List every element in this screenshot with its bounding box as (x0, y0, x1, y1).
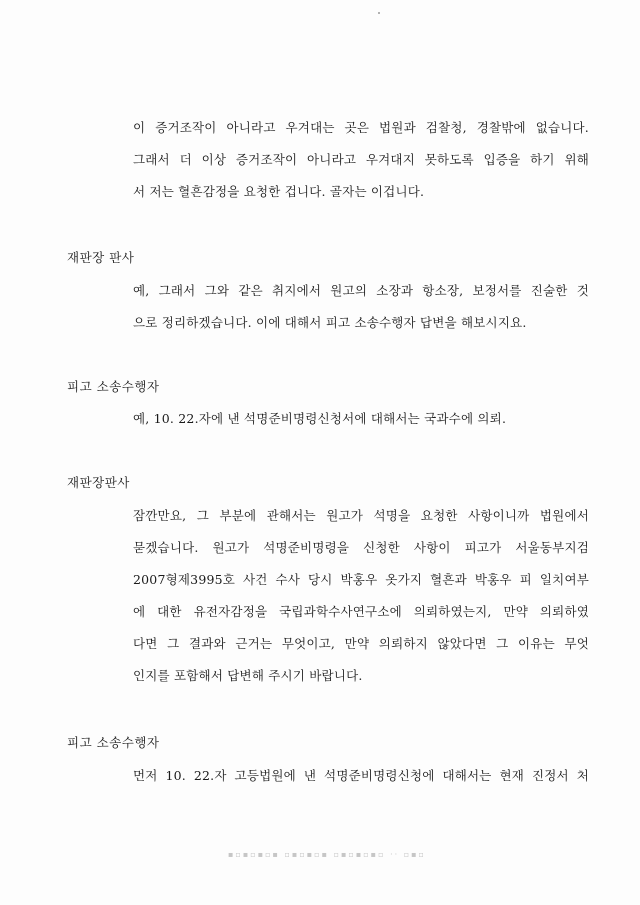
text-line: 예, 그래서 그와 같은 취지에서 원고의 소장과 항소장, 보정서를 진술한 것 (133, 283, 589, 298)
text-line: 서 저는 혈흔감정을 요청한 겁니다. 골자는 이겁니다. (133, 184, 425, 199)
speaker-label: 재판장판사 (67, 475, 130, 490)
text-line: 예, 10. 22.자에 낸 석명준비명령신청서에 대해서는 국과수에 의뢰. (133, 411, 507, 426)
text-line: 묻겠습니다. 원고가 석명준비명령을 신청한 사항이 피고가 서울동부지검 (133, 540, 589, 555)
text-line: 으로 정리하겠습니다. 이에 대해서 피고 소송수행자 답변을 해보시지요. (133, 315, 527, 330)
text-line: 먼저 10. 22.자 고등법원에 낸 석명준비명령신청에 대해서는 현재 진정서 처 (133, 768, 589, 783)
speaker-label: 피고 소송수행자 (67, 735, 160, 750)
text-line: 그래서 더 이상 증거조작이 아니라고 우겨대지 못하도록 입증을 하기 위해 (133, 152, 589, 167)
text-line: 이 증거조작이 아니라고 우겨대는 곳은 법원과 검찰청, 경찰밖에 없습니다. (133, 120, 589, 135)
text-line: 에 대한 유전자감정을 국립과학수사연구소에 의뢰하였는지, 만약 의뢰하였 (133, 604, 589, 619)
scan-speck (378, 12, 380, 14)
text-line: 2007형제3995호 사건 수사 당시 박홍우 옷가지 혈흔과 박홍우 피 일치여부 (133, 572, 589, 587)
speaker-label: 재판장 판사 (67, 250, 135, 265)
text-line: 인지를 포함해서 답변해 주시기 바랍니다. (133, 668, 363, 683)
speaker-label: 피고 소송수행자 (67, 379, 160, 394)
text-line: 잠깐만요, 그 부분에 관해서는 원고가 석명을 요청한 사항이니까 법원에서 (133, 508, 589, 523)
text-line: 다면 그 결과와 근거는 무엇이고, 만약 의뢰하지 않았다면 그 이유는 무엇 (133, 636, 589, 651)
faint-footer-stamp: ▪▫▪▫▪▫▪ ▫▪▫▪▫▪ ▫▪▫▪▫▪▫ ·· ▫▪▫ (228, 850, 426, 859)
